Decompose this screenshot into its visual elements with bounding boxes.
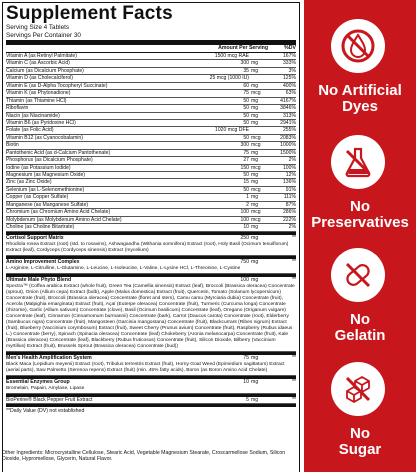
nutrient-name: Copper (as Copper Sulfate) <box>6 194 69 201</box>
blend-dv: ** <box>291 258 296 265</box>
column-header <box>6 45 296 53</box>
nutrient-unit: mcg <box>251 186 261 193</box>
no-preservatives-flask-icon <box>331 135 385 189</box>
proprietary-blend <box>6 274 296 352</box>
nutrient-name: Vitamin A (as Retinyl Palmitate) <box>6 53 77 59</box>
badge-label-line1: No <box>350 198 370 215</box>
nutrient-row <box>6 53 296 60</box>
blend-amount: 250 <box>240 234 249 241</box>
blend-unit: mg <box>251 258 259 265</box>
nutrient-unit: mcg <box>251 142 261 149</box>
page-title: Supplement Facts <box>6 3 173 24</box>
nutrient-unit: mcg <box>251 209 261 216</box>
nutrient-row <box>6 224 296 231</box>
nutrient-amount: 300 <box>240 142 249 149</box>
nutrient-dv: 3% <box>288 67 296 74</box>
nutrient-amount: 1 <box>246 194 249 201</box>
nutrient-row <box>6 120 296 127</box>
nutrient-dv: 91% <box>285 186 296 193</box>
nutrient-dv: 2% <box>288 224 296 231</box>
nutrient-name: Zinc (as Zinc Oxide) <box>6 179 52 186</box>
nutrient-row <box>6 98 296 105</box>
blend-unit: mg <box>251 276 259 283</box>
other-ingredients: Other Ingredients: Microcrystalline Cellulose, Stearic Acid, Vegetable Magnesium Stearate, Croscarmellose Sodium, Silicon Dioxide, Hypromellose, Glycerin, Natural Flavor. <box>2 450 286 463</box>
blend-ingredients: Black Maca (Lepidium meyenii) Extract (root), Tribulus terrestris Extract (fruit), Horny Goat Weed (Epimedium sagittatum) Extract (aerial parts), Saw Palmetto (Serenoa repens) Extract (fruit) (min. 45% fatty acids), Boron (as Boron Amino Acid Chelate) <box>6 362 296 376</box>
supplement-facts-panel <box>2 2 300 472</box>
dv-footnote: **Daily Value (DV) not established <box>6 404 296 415</box>
nutrient-unit: mg <box>251 119 259 126</box>
nutrient-unit: mg <box>251 105 259 112</box>
proprietary-blend <box>6 376 296 394</box>
nutrient-unit: mg <box>251 67 259 74</box>
nutrient-amount: 35 <box>243 67 249 74</box>
blend-name: Ultimate Male Phyto Blend <box>6 276 72 283</box>
proprietary-blend <box>6 232 296 256</box>
nutrient-unit: mg <box>251 149 259 156</box>
nutrient-unit: mg <box>251 172 259 178</box>
nutrient-row <box>6 217 296 224</box>
nutrient-row <box>6 127 296 134</box>
nutrient-dv: 2941% <box>280 119 296 126</box>
blend-name: Cortisol Support Matrix <box>6 234 64 241</box>
serving-size: Serving Size 4 Tablets <box>6 24 70 31</box>
nutrient-unit: mg <box>251 396 259 403</box>
nutrient-amount: 100 <box>240 216 249 223</box>
nutrient-name: Pantothenic Acid (as d-Calcium Pantothenate) <box>6 149 111 156</box>
nutrient-dv: 12% <box>285 172 296 178</box>
nutrient-name: Chromium (as Chromium Amino Acid Chelate) <box>6 209 111 216</box>
blend-name: Essential Enzymes Group <box>6 378 70 385</box>
blend-header <box>6 355 296 362</box>
nutrient-row <box>6 202 296 209</box>
blend-header <box>6 379 296 386</box>
blend-list <box>6 232 296 394</box>
nutrient-row <box>6 113 296 120</box>
nutrient-row <box>6 179 296 186</box>
blend-ingredients: Bromelain, Papain, Amylase, Lipase <box>6 386 296 394</box>
nutrient-name: BioPerine® Black Pepper Fruit Extract <box>6 396 93 403</box>
no-dye-icon <box>331 19 385 73</box>
blend-ingredients: Spectra™ (Coffea arabica Extract (whole fruit), Green Tea (Camellia sinensis) Extract (leaf), Broccoli (Brassica oleracea) Concentrate (sprout), Onion (Allium cepa) Extract (bulb), Apple (Malus domestica) Extract (fruit), Quercetin, Tomato (Solanum lycopersicum) Concentrate (fruit), Broccoli (Brassica oleracea) Concentrate (floret and stem), Camu camu (Myrciaria dubia) Concentrate (fruit), Acerola (Malpighia emarginata) Extract (fruit), Açaí (Euterpe oleracea) Concentrate (fruit), Turmeric (Curcuma longa) Concentrate (rhizome), Garlic (Allium sativum) Concentrate (clove), Basil (Ocimum basilicum) Concentrate (leaf), Oregano (Origanum vulgare) Concentrate (leaf), Cinnamon (Cinnamomum burmannii) Concentrate (bark), Carrot (Daucus carota) Concentrate (root), Elderberry (Sambucus nigra) Concentrate (fruit), Mangosteen (Garcinia mangostana) Concentrate (fruit), Blackcurrant (Ribes nigrum) Extract (fruit), Blueberry (Vaccinium corymbosum) Extract (fruit), Sweet Cherry (Prunus avium) Concentrate (fruit), Raspberry (Rubus idaeus L.) Concentrate (berry), Spinach (Spinacia oleracea) Concentrate (leaf) Chokeberry (Aronia melanocarpa) Concentrate (fruit), Kale (Brassica oleracea) Concentrate (leaf), Blackberry (Rubus fruticosus) Concentrate (fruit), Silicon Dioxide, Bilberry (Vaccinium myrtillus) Extract (fruit), Brussels Sprout (Brassica oleracea) Concentrate (bud)) <box>6 284 296 352</box>
badge-label-line2: Preservatives <box>311 214 409 231</box>
nutrient-name: Calcium (as Dicalcium Phosphate) <box>6 67 84 74</box>
nutrient-dv: 2083% <box>280 134 296 141</box>
blend-dv: ** <box>291 354 296 361</box>
nutrient-name: Vitamin E (as D-Alpha Tocopheryl Succinate) <box>6 82 108 89</box>
blend-name: Men's Health Amplification System <box>6 354 92 361</box>
blend-dv: ** <box>291 276 296 283</box>
nutrient-dv: 111% <box>283 194 296 201</box>
badge-label-line2: Gelatin <box>334 327 386 344</box>
badge-column <box>304 0 416 472</box>
blend-dv: ** <box>291 234 296 241</box>
nutrient-row <box>6 105 296 112</box>
nutrient-dv: ** <box>292 396 296 403</box>
nutrient-name: Molybdenum (as Molybdenum Amino Acid Chelate) <box>6 216 122 223</box>
badge-label-line1: No <box>350 311 370 328</box>
nutrient-name: Choline (as Choline Bitartrate) <box>6 224 75 231</box>
nutrient-dv: 136% <box>282 179 296 186</box>
dv-header: %DV <box>284 45 296 51</box>
no-gelatin-capsule-icon <box>331 248 385 302</box>
nutrient-name: Vitamin K (as Phytonadione) <box>6 90 71 97</box>
nutrient-name: Magnesium (as Magnesium Oxide) <box>6 172 85 178</box>
nutrient-amount: 50 <box>243 97 249 104</box>
nutrient-unit: mg <box>251 60 259 67</box>
nutrient-dv: 87% <box>285 201 296 208</box>
nutrient-dv: 333% <box>282 60 296 67</box>
nutrient-dv: 4167% <box>280 97 296 104</box>
nutrient-amount: 27 <box>243 157 249 164</box>
blend-unit: mg <box>251 354 259 361</box>
blend-amount: 100 <box>240 276 249 283</box>
blend-header <box>6 277 296 284</box>
nutrient-name: Vitamin B12 (as Cyanocobalamin) <box>6 134 83 141</box>
badge-label-line1: No <box>350 425 370 442</box>
nutrient-row <box>6 157 296 164</box>
nutrient-dv: 167% <box>282 53 296 59</box>
blend-header <box>6 259 296 266</box>
blend-amount: 750 <box>240 258 249 265</box>
nutrient-amount: 2 <box>246 201 249 208</box>
nutrient-unit: mg <box>251 201 259 208</box>
blend-unit: mg <box>251 234 259 241</box>
nutrient-name: Riboflavin <box>6 105 29 112</box>
blend-dv: ** <box>291 378 296 385</box>
nutrient-name: Vitamin D (as Cholecalciferol) <box>6 75 73 82</box>
nutrient-dv: 2% <box>288 157 296 164</box>
nutrient-dv: 1500% <box>280 149 296 156</box>
nutrient-name: Folate (as Folic Acid) <box>6 127 54 134</box>
blend-unit: mg <box>251 378 259 385</box>
nutrient-name: Manganese (as Manganese Sulfate) <box>6 201 89 208</box>
nutrient-amount: 1020 mcg DFE <box>215 127 249 134</box>
nutrient-row <box>6 172 296 179</box>
nutrient-unit: mg <box>251 97 259 104</box>
nutrient-unit <box>249 75 268 81</box>
nutrient-name: Vitamin C (as Ascorbic Acid) <box>6 60 70 67</box>
blend-amount: 75 <box>243 354 249 361</box>
nutrient-amount: 75 <box>243 90 249 97</box>
blend-name: Amino Improvement Complex <box>6 258 80 265</box>
nutrient-unit: mg <box>251 179 259 186</box>
servings-per-container: Servings Per Container 30 <box>6 31 81 39</box>
nutrient-row <box>6 150 296 157</box>
nutrient-amount: 50 <box>243 105 249 112</box>
nutrient-unit: mg <box>251 157 259 164</box>
nutrient-amount: 10 <box>243 224 249 231</box>
nutrient-unit: mcg <box>251 164 261 171</box>
nutrient-row <box>6 135 296 142</box>
nutrient-row <box>6 209 296 216</box>
nutrient-name: Phosphorus (as Dicalcium Phosphate) <box>6 157 93 164</box>
blend-ingredients: L-Arginine, L-Citrulline, L-Glutamine, L-Leucine, L-Isoleucine, L-Valine, L-Lysine HCl, L-Threonine, L-Cystine <box>6 266 296 274</box>
badge-label-line1: No Artificial <box>318 82 402 99</box>
bioperine-row <box>6 394 296 404</box>
nutrient-row <box>6 165 296 172</box>
nutrient-dv: 1000% <box>280 142 296 149</box>
nutrient-amount: 60 <box>243 82 249 89</box>
nutrient-dv: 286% <box>282 209 296 216</box>
nutrient-row <box>6 187 296 194</box>
nutrient-unit: mg <box>251 224 259 231</box>
nutrient-amount: 50 <box>243 134 249 141</box>
nutrient-dv: 400% <box>282 82 296 89</box>
nutrient-amount: 75 <box>243 149 249 156</box>
proprietary-blend <box>6 256 296 274</box>
nutrient-row <box>6 68 296 75</box>
nutrient-name: Biotin <box>6 142 19 149</box>
badge-label-line2: Sugar <box>338 441 382 458</box>
amount-header: Amount Per Serving <box>218 45 268 51</box>
nutrient-unit: mg <box>251 194 259 201</box>
nutrient-amount: 50 <box>243 112 249 119</box>
nutrient-name: Thiamin (as Thiamine HCl) <box>6 97 67 104</box>
nutrient-dv: 255% <box>282 127 296 134</box>
nutrient-unit: mcg <box>251 216 261 223</box>
no-sugar-cubes-icon <box>331 362 385 416</box>
nutrient-list <box>6 53 296 232</box>
nutrient-row <box>6 60 296 67</box>
nutrient-row <box>6 142 296 149</box>
nutrient-dv: 3846% <box>280 105 296 112</box>
nutrient-amount: 1500 mcg RAE <box>214 53 249 59</box>
nutrient-amount: 25 mcg (1000 IU) <box>209 75 249 82</box>
nutrient-amount: 15 <box>243 179 249 186</box>
nutrient-unit: mcg <box>251 134 261 141</box>
nutrient-amount: 100 <box>240 209 249 216</box>
nutrient-amount: 50 <box>243 119 249 126</box>
nutrient-unit <box>249 53 268 59</box>
badge-label-line2: Dyes <box>342 98 378 115</box>
nutrient-name: Iodine (as Potassium Iodide) <box>6 164 71 171</box>
nutrient-name: Vitamin B6 (as Pyridoxine HCl) <box>6 119 76 126</box>
nutrient-row <box>6 75 296 82</box>
nutrient-amount: 50 <box>243 172 249 178</box>
nutrient-amount: 5 <box>246 396 249 403</box>
nutrient-unit: mg <box>251 82 259 89</box>
blend-amount: 10 <box>243 378 249 385</box>
nutrient-dv: 63% <box>285 90 296 97</box>
nutrient-amount: 150 <box>240 164 249 171</box>
nutrient-dv: 100% <box>282 164 296 171</box>
nutrient-row <box>6 83 296 90</box>
nutrient-row <box>6 90 296 97</box>
blend-header <box>6 235 296 242</box>
nutrient-dv: 125% <box>282 75 296 82</box>
blend-ingredients: Rhodiola rosea Extract (root) (std. to rosavins), Ashwagandha (Withania somnifera) Extract (root), Holy Basil (Ocimum tenuiflorum) Extract (leaf), Cordyceps (Cordyceps sinensis) Extract (mycelium) <box>6 242 296 256</box>
proprietary-blend <box>6 352 296 376</box>
nutrient-name: Niacin (as Niacinamide) <box>6 112 60 119</box>
nutrient-amount: 300 <box>240 60 249 67</box>
nutrient-unit: mg <box>251 112 259 119</box>
nutrient-dv: 222% <box>282 216 296 223</box>
nutrient-name: Selenium (as L-Selenomethionine) <box>6 186 85 193</box>
nutrient-unit: mcg <box>251 90 261 97</box>
nutrient-amount: 50 <box>243 186 249 193</box>
nutrient-dv: 313% <box>282 112 296 119</box>
nutrient-unit <box>249 127 268 133</box>
nutrient-row <box>6 194 296 201</box>
